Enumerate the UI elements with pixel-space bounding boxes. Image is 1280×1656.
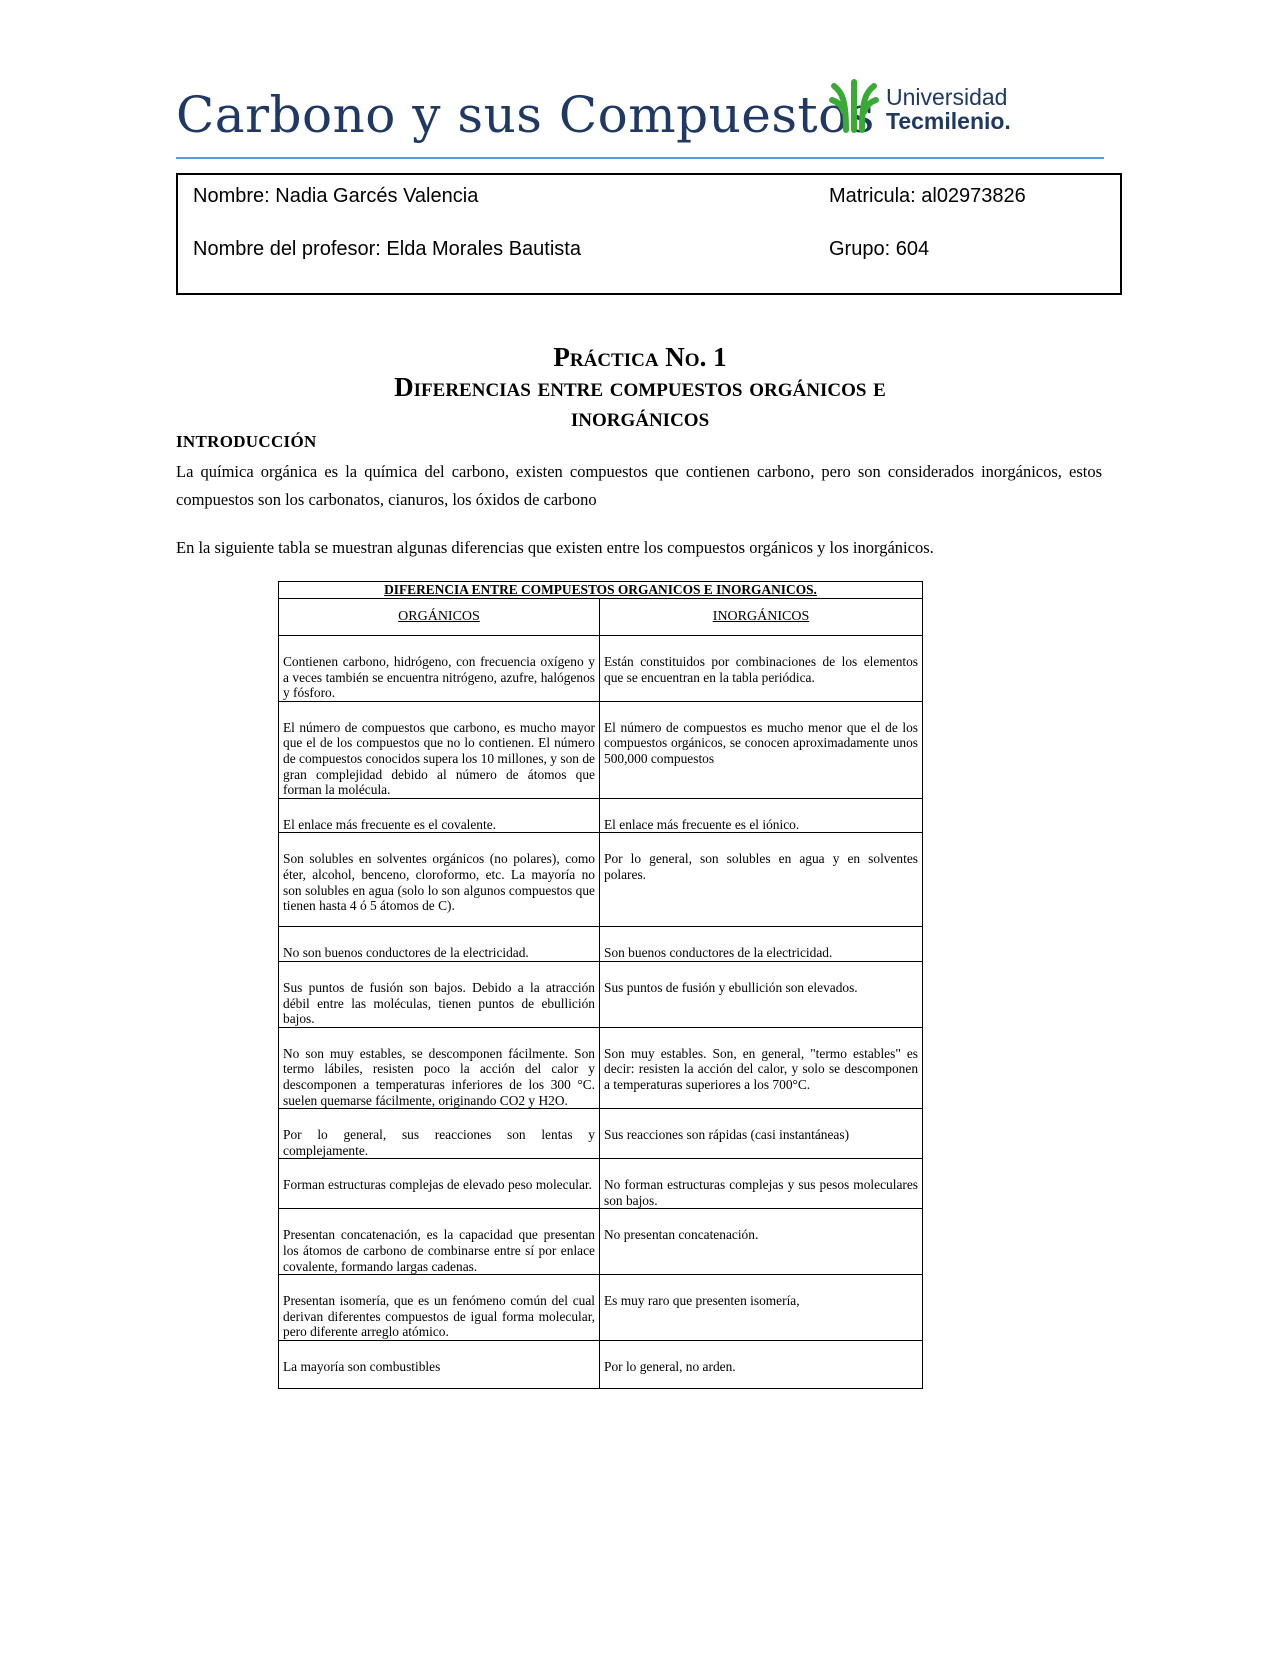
inorganic-cell: No presentan concatenación. [600, 1209, 923, 1275]
document-header [176, 78, 1106, 158]
practice-title-line-2: Diferencias entre compuestos orgánicos e [394, 372, 886, 402]
practice-title [176, 342, 1104, 432]
table-row [279, 927, 923, 962]
organic-cell: Forman estructuras complejas de elevado peso molecular. [279, 1159, 600, 1209]
header-divider [176, 157, 1104, 159]
intro-paragraph: La química orgánica es la química del carbono, existen compuestos que contienen carbono, pero son considerados inorgánicos, estos compuestos son los carbonatos, cianuros, los óxidos de carbono [176, 462, 1102, 509]
table-title: DIFERENCIA ENTRE COMPUESTOS ORGANICOS E INORGANICOS. [279, 582, 923, 599]
table-row [279, 1109, 923, 1159]
table-row [279, 1027, 923, 1108]
inorganic-cell: Son muy estables. Son, en general, "termo estables" es decir: resisten la acción del calor, y solo se descomponen a temperaturas superiores a los 700°C. [600, 1027, 923, 1108]
inorganic-cell: El número de compuestos es mucho menor que el de los compuestos orgánicos, se conocen aproximadamente unos 500,000 compuestos [600, 701, 923, 798]
inorganic-cell: Por lo general, no arden. [600, 1341, 923, 1389]
inorganic-cell: Es muy raro que presenten isomería, [600, 1275, 923, 1341]
inorganic-cell: Sus reacciones son rápidas (casi instantáneas) [600, 1109, 923, 1159]
inorganic-cell: Están constituidos por combinaciones de los elementos que se encuentran en la tabla periódica. [600, 636, 923, 702]
table-row [279, 1159, 923, 1209]
inorganic-cell: No forman estructuras complejas y sus pesos moleculares son bajos. [600, 1159, 923, 1209]
student-matricula: Matricula: al02973826 [829, 185, 1026, 207]
table-row [279, 1341, 923, 1389]
professor-name: Nombre del profesor: Elda Morales Bautista [193, 238, 581, 260]
logo-text-tecmilenio: Tecmilenio. [886, 108, 1011, 134]
practice-title-line-1: Práctica No. 1 [553, 342, 727, 372]
organic-cell: El enlace más frecuente es el covalente. [279, 798, 600, 833]
comparison-table [278, 581, 923, 1389]
university-logo [828, 78, 1038, 136]
organic-cell: No son muy estables, se descomponen fácilmente. Son termo lábiles, resisten poco la acción del calor y descomponen a temperaturas inferiores de los 300 °C. suelen quemarse fácilmente, originando CO2 y H2O. [279, 1027, 600, 1108]
column-header-inorganic: INORGÁNICOS [600, 599, 923, 636]
table-row [279, 833, 923, 927]
practice-title-line-3: inorgánicos [570, 402, 710, 432]
intro-heading: INTRODUCCIÓN [176, 432, 317, 451]
student-info-box [176, 173, 1122, 295]
logo-text-universidad: Universidad [886, 84, 1008, 110]
organic-cell: No son buenos conductores de la electricidad. [279, 927, 600, 962]
table-row [279, 636, 923, 702]
table-row [279, 1275, 923, 1341]
table-row [279, 961, 923, 1027]
organic-cell: El número de compuestos que carbono, es mucho mayor que el de los compuestos que no lo contienen. El número de compuestos conocidos supera los 10 millones, y son de gran complejidad debido al número de átomos que forman la molécula. [279, 701, 600, 798]
organic-cell: Son solubles en solventes orgánicos (no polares), como éter, alcohol, benceno, cloroformo, etc. La mayoría no son solubles en agua (solo lo son algunos compuestos que tienen hasta 4 ó 5 átomos de C). [279, 833, 600, 927]
organic-cell: Por lo general, sus reacciones son lentas y complejamente. [279, 1109, 600, 1159]
student-name: Nombre: Nadia Garcés Valencia [193, 185, 479, 207]
table-row [279, 1209, 923, 1275]
inorganic-cell: Sus puntos de fusión y ebullición son elevados. [600, 961, 923, 1027]
column-header-organic: ORGÁNICOS [279, 599, 600, 636]
inorganic-cell: Son buenos conductores de la electricidad. [600, 927, 923, 962]
organic-cell: La mayoría son combustibles [279, 1341, 600, 1389]
table-row [279, 798, 923, 833]
table-intro-text: En la siguiente tabla se muestran algunas diferencias que existen entre los compuestos orgánicos y los inorgánicos. [176, 538, 934, 557]
inorganic-cell: Por lo general, son solubles en agua y en solventes polares. [600, 833, 923, 927]
document-title: Carbono y sus Compuestos [176, 86, 875, 144]
organic-cell: Sus puntos de fusión son bajos. Debido a la atracción débil entre las moléculas, tienen puntos de ebullición bajos. [279, 961, 600, 1027]
tecmilenio-leaf-icon [828, 78, 882, 134]
table-row [279, 701, 923, 798]
organic-cell: Presentan concatenación, es la capacidad que presentan los átomos de carbono de combinarse entre sí por enlace covalente, formando largas cadenas. [279, 1209, 600, 1275]
organic-cell: Presentan isomería, que es un fenómeno común del cual derivan diferentes compuestos de igual forma molecular, pero diferente arreglo atómico. [279, 1275, 600, 1341]
organic-cell: Contienen carbono, hidrógeno, con frecuencia oxígeno y a veces también se encuentra nitrógeno, azufre, halógenos y fósforo. [279, 636, 600, 702]
student-grupo: Grupo: 604 [829, 238, 930, 260]
inorganic-cell: El enlace más frecuente es el iónico. [600, 798, 923, 833]
